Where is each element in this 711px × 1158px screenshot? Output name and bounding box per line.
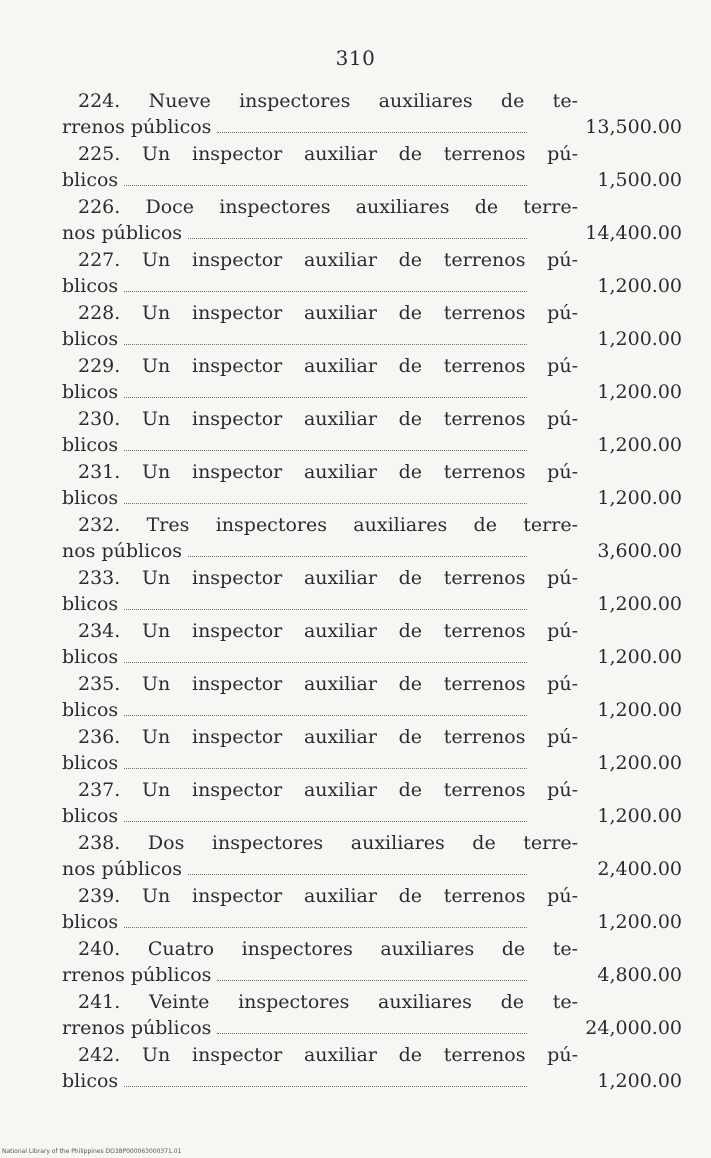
entry-continuation-line — [62, 432, 527, 458]
entry-continuation-line — [62, 167, 527, 193]
entry-amount: 24,000.00 — [585, 1017, 682, 1039]
entry-continuation-line — [62, 379, 527, 405]
dot-leader — [124, 820, 527, 822]
list-item — [62, 883, 682, 936]
list-item — [62, 353, 682, 406]
list-item — [62, 512, 682, 565]
entry-description-line: 233. Un inspector auxiliar de terrenos pú- — [78, 567, 578, 589]
dot-leader — [188, 555, 527, 557]
entry-description-line: 235. Un inspector auxiliar de terrenos pú- — [78, 673, 578, 695]
entry-description-line: 230. Un inspector auxiliar de terrenos pú- — [78, 408, 578, 430]
list-item — [62, 936, 682, 989]
list-item — [62, 777, 682, 830]
entry-amount: 2,400.00 — [597, 858, 682, 880]
dot-leader — [217, 1032, 527, 1034]
entry-description-line: 228. Un inspector auxiliar de terrenos pú- — [78, 302, 578, 324]
dot-leader — [124, 449, 527, 451]
list-item — [62, 300, 682, 353]
entry-description-line: 226. Doce inspectores auxiliares de terre- — [78, 196, 578, 218]
entry-continuation-text: blicos — [62, 275, 119, 297]
entry-continuation-text: blicos — [62, 646, 119, 668]
list-item — [62, 88, 682, 141]
entry-continuation-line — [62, 114, 527, 140]
entry-amount: 13,500.00 — [585, 116, 682, 138]
entry-continuation-text: blicos — [62, 593, 119, 615]
entry-continuation-text: nos públicos — [62, 858, 183, 880]
entry-continuation-text: blicos — [62, 434, 119, 456]
entry-amount: 1,200.00 — [597, 487, 682, 509]
entry-description-line: 229. Un inspector auxiliar de terrenos pú- — [78, 355, 578, 377]
dot-leader — [124, 661, 527, 663]
dot-leader — [124, 184, 527, 186]
dot-leader — [124, 714, 527, 716]
entry-description-line: 239. Un inspector auxiliar de terrenos pú- — [78, 885, 578, 907]
dot-leader — [124, 502, 527, 504]
entry-continuation-text: rrenos públicos — [62, 116, 212, 138]
entry-continuation-line — [62, 909, 527, 935]
entry-amount: 1,200.00 — [597, 434, 682, 456]
entry-amount: 1,200.00 — [597, 1070, 682, 1092]
list-item — [62, 1042, 682, 1095]
entry-continuation-text: rrenos públicos — [62, 964, 212, 986]
entry-continuation-text: blicos — [62, 169, 119, 191]
entry-amount: 1,200.00 — [597, 699, 682, 721]
entry-amount: 4,800.00 — [597, 964, 682, 986]
page-number: 310 — [335, 46, 376, 70]
entry-amount: 3,600.00 — [597, 540, 682, 562]
entry-continuation-line — [62, 485, 527, 511]
list-item — [62, 618, 682, 671]
entry-continuation-line — [62, 697, 527, 723]
entry-description-line: 232. Tres inspectores auxiliares de terre- — [78, 514, 578, 536]
list-item — [62, 565, 682, 618]
list-item — [62, 724, 682, 777]
dot-leader — [124, 767, 527, 769]
list-item — [62, 194, 682, 247]
entry-description-line: 225. Un inspector auxiliar de terrenos pú- — [78, 143, 578, 165]
entry-continuation-line — [62, 326, 527, 352]
entry-continuation-line — [62, 1015, 527, 1041]
entry-amount: 14,400.00 — [585, 222, 682, 244]
list-item — [62, 830, 682, 883]
entry-amount: 1,200.00 — [597, 911, 682, 933]
entry-amount: 1,500.00 — [597, 169, 682, 191]
entry-continuation-text: blicos — [62, 328, 119, 350]
entry-amount: 1,200.00 — [597, 328, 682, 350]
entry-continuation-text: nos públicos — [62, 540, 183, 562]
entry-amount: 1,200.00 — [597, 646, 682, 668]
entry-description-line: 241. Veinte inspectores auxiliares de te- — [78, 991, 578, 1013]
entry-description-line: 224. Nueve inspectores auxiliares de te- — [78, 90, 578, 112]
entry-continuation-line — [62, 803, 527, 829]
entry-description-line: 234. Un inspector auxiliar de terrenos pú- — [78, 620, 578, 642]
entry-continuation-line — [62, 856, 527, 882]
dot-leader — [124, 926, 527, 928]
dot-leader — [124, 290, 527, 292]
entry-continuation-text: blicos — [62, 1070, 119, 1092]
entry-continuation-text: nos públicos — [62, 222, 183, 244]
entries-list — [62, 88, 682, 1095]
footer-source-note: National Library of the Philippines DO38P000063000371.01 — [2, 1148, 182, 1155]
entry-description-line: 242. Un inspector auxiliar de terrenos pú- — [78, 1044, 578, 1066]
list-item — [62, 247, 682, 300]
dot-leader — [217, 131, 527, 133]
entry-description-line: 227. Un inspector auxiliar de terrenos pú- — [78, 249, 578, 271]
entry-amount: 1,200.00 — [597, 381, 682, 403]
list-item — [62, 671, 682, 724]
list-item — [62, 406, 682, 459]
entry-continuation-line — [62, 591, 527, 617]
entry-continuation-text: blicos — [62, 381, 119, 403]
entry-continuation-text: blicos — [62, 911, 119, 933]
entry-continuation-line — [62, 644, 527, 670]
entry-amount: 1,200.00 — [597, 593, 682, 615]
entry-continuation-line — [62, 1068, 527, 1094]
entry-continuation-line — [62, 273, 527, 299]
entry-amount: 1,200.00 — [597, 805, 682, 827]
entry-description-line: 236. Un inspector auxiliar de terrenos pú- — [78, 726, 578, 748]
list-item — [62, 459, 682, 512]
dot-leader — [188, 237, 527, 239]
dot-leader — [124, 1085, 527, 1087]
entry-description-line: 238. Dos inspectores auxiliares de terre- — [78, 832, 578, 854]
entry-amount: 1,200.00 — [597, 752, 682, 774]
entry-description-line: 237. Un inspector auxiliar de terrenos pú- — [78, 779, 578, 801]
dot-leader — [217, 979, 527, 981]
entry-continuation-line — [62, 220, 527, 246]
list-item — [62, 989, 682, 1042]
entry-continuation-text: blicos — [62, 699, 119, 721]
dot-leader — [124, 608, 527, 610]
entry-amount: 1,200.00 — [597, 275, 682, 297]
dot-leader — [124, 343, 527, 345]
entry-description-line: 240. Cuatro inspectores auxiliares de te- — [78, 938, 578, 960]
entry-continuation-text: blicos — [62, 752, 119, 774]
entry-continuation-line — [62, 750, 527, 776]
entry-continuation-line — [62, 962, 527, 988]
dot-leader — [188, 873, 527, 875]
entry-continuation-text: rrenos públicos — [62, 1017, 212, 1039]
entry-description-line: 231. Un inspector auxiliar de terrenos pú- — [78, 461, 578, 483]
list-item — [62, 141, 682, 194]
entry-continuation-text: blicos — [62, 805, 119, 827]
entry-continuation-line — [62, 538, 527, 564]
dot-leader — [124, 396, 527, 398]
entry-continuation-text: blicos — [62, 487, 119, 509]
